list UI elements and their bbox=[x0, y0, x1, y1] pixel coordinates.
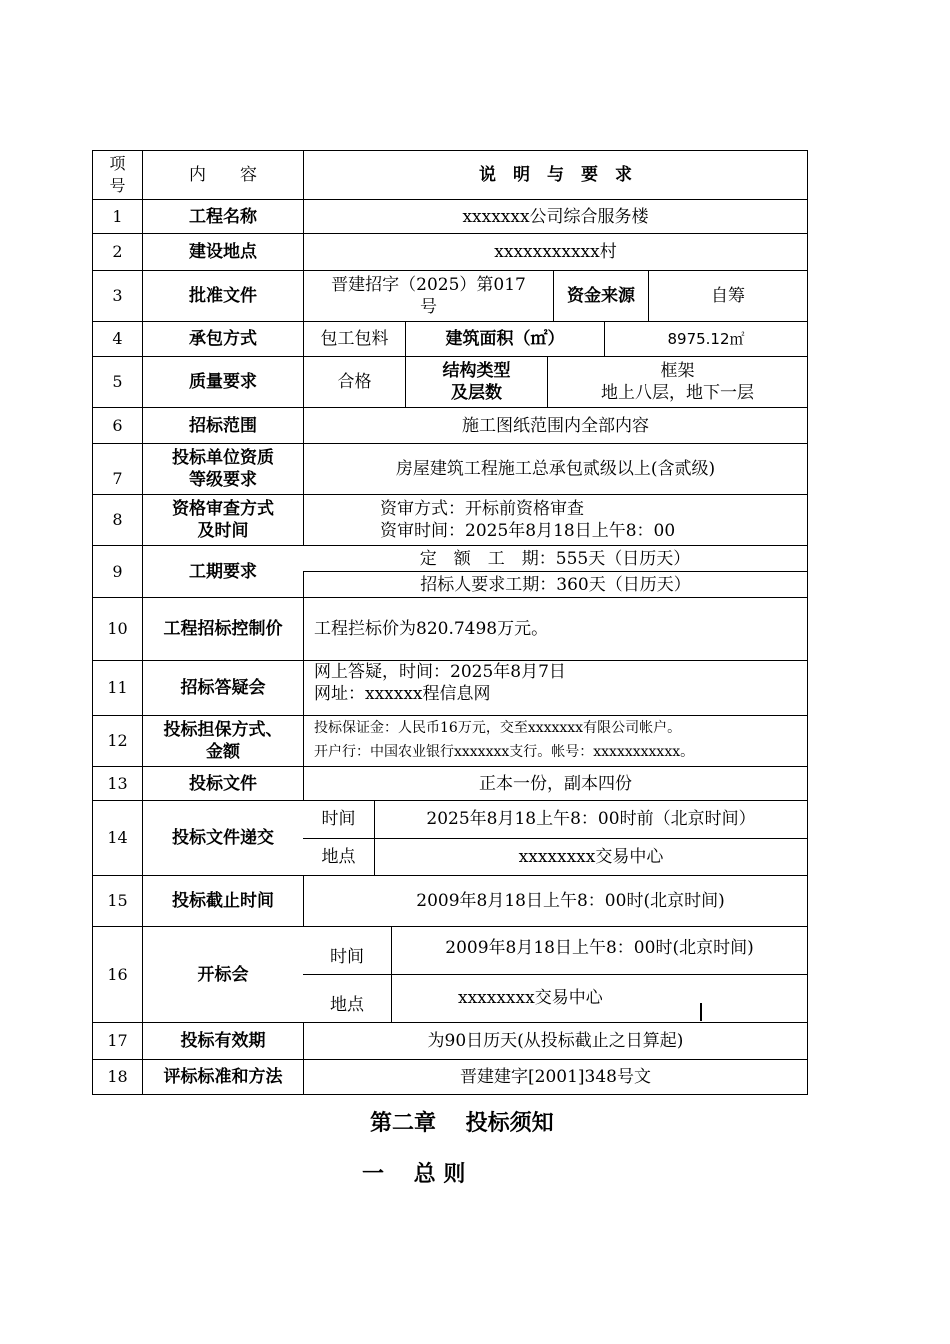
row-item: 开标会 bbox=[142, 927, 303, 1022]
row-no: 18 bbox=[107, 1067, 128, 1086]
structure-type-label bbox=[405, 357, 547, 407]
row-no: 3 bbox=[112, 286, 123, 305]
row-desc: 2009年8月18日上午8：00时(北京时间) bbox=[303, 876, 807, 926]
row-desc-line2: 开户行：中国农业银行xxxxxxx支行。帐号：xxxxxxxxxxx。 bbox=[314, 744, 695, 760]
table-row bbox=[92, 598, 808, 661]
header-item: 内 容 bbox=[142, 151, 303, 199]
table-row bbox=[92, 546, 808, 598]
row-item: 投标截止时间 bbox=[142, 876, 303, 926]
row-desc: 工程拦标价为820.7498万元。 bbox=[303, 598, 807, 660]
header-no bbox=[93, 151, 142, 199]
submission-place-row bbox=[303, 838, 807, 876]
table-row bbox=[92, 234, 808, 271]
row-item-line1: 投标单位资质 bbox=[172, 448, 274, 468]
row-item: 工程名称 bbox=[142, 200, 303, 233]
table-row bbox=[92, 876, 808, 927]
row-item: 质量要求 bbox=[142, 357, 303, 407]
opening-split bbox=[303, 927, 807, 1022]
approval-doc-line2: 号 bbox=[420, 297, 437, 317]
row-desc-line1: 网上答疑，时间：2025年8月7日 bbox=[314, 662, 566, 682]
row-item: 投标文件 bbox=[142, 767, 303, 800]
table-row bbox=[92, 1060, 808, 1095]
row-item: 工程招标控制价 bbox=[142, 598, 303, 660]
header-desc: 说 明 与 要 求 bbox=[303, 151, 807, 199]
structure-type-label-line2: 及层数 bbox=[451, 383, 502, 403]
row-desc: 晋建建字[2001]348号文 bbox=[303, 1060, 807, 1094]
approval-doc-line1: 晋建招字（2025）第017 bbox=[331, 275, 526, 295]
row-item: 工期要求 bbox=[142, 546, 303, 597]
row-desc: 正本一份，副本四份 bbox=[303, 767, 807, 800]
row-no: 5 bbox=[112, 372, 123, 391]
section-title: 一 总 则 bbox=[362, 1162, 466, 1187]
row-item: 承包方式 bbox=[142, 322, 303, 356]
building-area-label: 建筑面积（㎡） bbox=[405, 322, 604, 356]
duration-quota: 定 额 工 期：555天（日历天） bbox=[419, 548, 691, 569]
row-desc: 为90日历天(从投标截止之日算起) bbox=[303, 1023, 807, 1059]
row-desc: xxxxxxxxxxx村 bbox=[303, 234, 807, 270]
row-desc-line1: 投标保证金：人民币16万元，交至xxxxxxx有限公司帐户。 bbox=[314, 720, 682, 736]
opening-place-label: 地点 bbox=[330, 995, 364, 1015]
row-item: 招标范围 bbox=[142, 408, 303, 443]
submission-split bbox=[303, 801, 807, 875]
row-no: 17 bbox=[107, 1031, 128, 1050]
row-no: 7 bbox=[112, 469, 123, 488]
row-desc bbox=[303, 661, 807, 715]
structure-type-value-line2: 地上八层，地下一层 bbox=[601, 383, 754, 403]
row-no: 4 bbox=[112, 329, 123, 348]
duration-split bbox=[303, 546, 807, 597]
row-item-line1: 投标担保方式、 bbox=[163, 720, 283, 740]
table-row bbox=[92, 444, 808, 495]
row-item bbox=[142, 716, 303, 766]
table-row bbox=[92, 716, 808, 767]
row-no: 14 bbox=[107, 828, 128, 847]
contract-mode: 包工包料 bbox=[303, 322, 405, 356]
submission-time-row bbox=[303, 801, 807, 838]
fund-source-label: 资金来源 bbox=[553, 271, 648, 321]
row-desc-line2: 网址：xxxxxx程信息网 bbox=[314, 684, 491, 704]
table-row bbox=[92, 801, 808, 876]
row-item: 投标文件递交 bbox=[142, 801, 303, 875]
building-area-value: 8975.12㎡ bbox=[604, 322, 807, 356]
row-desc bbox=[303, 495, 807, 545]
row-item bbox=[142, 495, 303, 545]
row-item: 批准文件 bbox=[142, 271, 303, 321]
opening-time-label: 时间 bbox=[330, 947, 364, 967]
row-item: 建设地点 bbox=[142, 234, 303, 270]
row-no: 10 bbox=[107, 619, 128, 638]
row-item: 招标答疑会 bbox=[142, 661, 303, 715]
submission-time-label: 时间 bbox=[321, 809, 356, 830]
row-no: 16 bbox=[107, 964, 128, 984]
structure-type-label-line1: 结构类型 bbox=[442, 361, 511, 381]
row-item-line1: 资格审查方式 bbox=[172, 499, 274, 519]
row-no: 1 bbox=[112, 206, 123, 226]
row-desc: 房屋建筑工程施工总承包贰级以上(含贰级) bbox=[303, 444, 807, 494]
row-no: 6 bbox=[112, 415, 123, 435]
bidding-info-table bbox=[92, 150, 808, 1095]
fund-source-value: 自筹 bbox=[648, 271, 807, 321]
approval-doc bbox=[303, 271, 553, 321]
row-desc: xxxxxxx公司综合服务楼 bbox=[303, 200, 807, 233]
row-desc bbox=[303, 716, 807, 766]
table-row bbox=[92, 495, 808, 546]
row-no: 13 bbox=[107, 773, 128, 793]
row-desc-line2: 资审时间：2025年8月18日上午8：00 bbox=[380, 521, 676, 541]
opening-time-value: 2009年8月18日上午8：00时(北京时间) bbox=[391, 927, 807, 974]
row-no: 15 bbox=[107, 891, 128, 910]
structure-type-value-line1: 框架 bbox=[660, 361, 695, 381]
header-no-text: 项号 bbox=[109, 154, 126, 195]
row-no: 2 bbox=[112, 242, 123, 261]
row-item bbox=[142, 444, 303, 494]
row-item-line2: 及时间 bbox=[197, 521, 249, 541]
row-no: 9 bbox=[112, 561, 123, 581]
quality-req: 合格 bbox=[303, 357, 405, 407]
structure-type-value bbox=[547, 357, 807, 407]
table-header-row bbox=[92, 150, 808, 200]
submission-time-value: 2025年8月18上午8：00时前（北京时间） bbox=[374, 801, 807, 838]
table-row bbox=[92, 322, 808, 357]
table-row bbox=[92, 357, 808, 408]
row-no: 12 bbox=[107, 731, 128, 750]
table-row bbox=[92, 271, 808, 322]
submission-place-value: xxxxxxxx交易中心 bbox=[374, 839, 807, 876]
row-item-line2: 等级要求 bbox=[189, 470, 257, 490]
row-no: 11 bbox=[107, 678, 128, 697]
opening-time-row bbox=[303, 927, 807, 974]
row-desc-line1: 资审方式：开标前资格审查 bbox=[380, 499, 584, 519]
text-cursor bbox=[700, 1003, 702, 1021]
row-no: 8 bbox=[112, 510, 123, 529]
table-row bbox=[92, 661, 808, 716]
row-item: 投标有效期 bbox=[142, 1023, 303, 1059]
duration-required: 招标人要求工期：360天（日历天） bbox=[303, 571, 807, 597]
row-item-line2: 金额 bbox=[206, 742, 240, 762]
row-desc: 施工图纸范围内全部内容 bbox=[303, 408, 807, 443]
row-item: 评标标准和方法 bbox=[142, 1060, 303, 1094]
chapter-title: 第二章 投标须知 bbox=[370, 1111, 554, 1136]
table-row bbox=[92, 408, 808, 444]
table-row bbox=[92, 200, 808, 234]
submission-place-label: 地点 bbox=[321, 846, 356, 867]
table-row bbox=[92, 1023, 808, 1060]
table-row bbox=[92, 767, 808, 801]
opening-place-value: xxxxxxxx交易中心 bbox=[391, 975, 807, 1022]
opening-place-row bbox=[303, 974, 807, 1022]
